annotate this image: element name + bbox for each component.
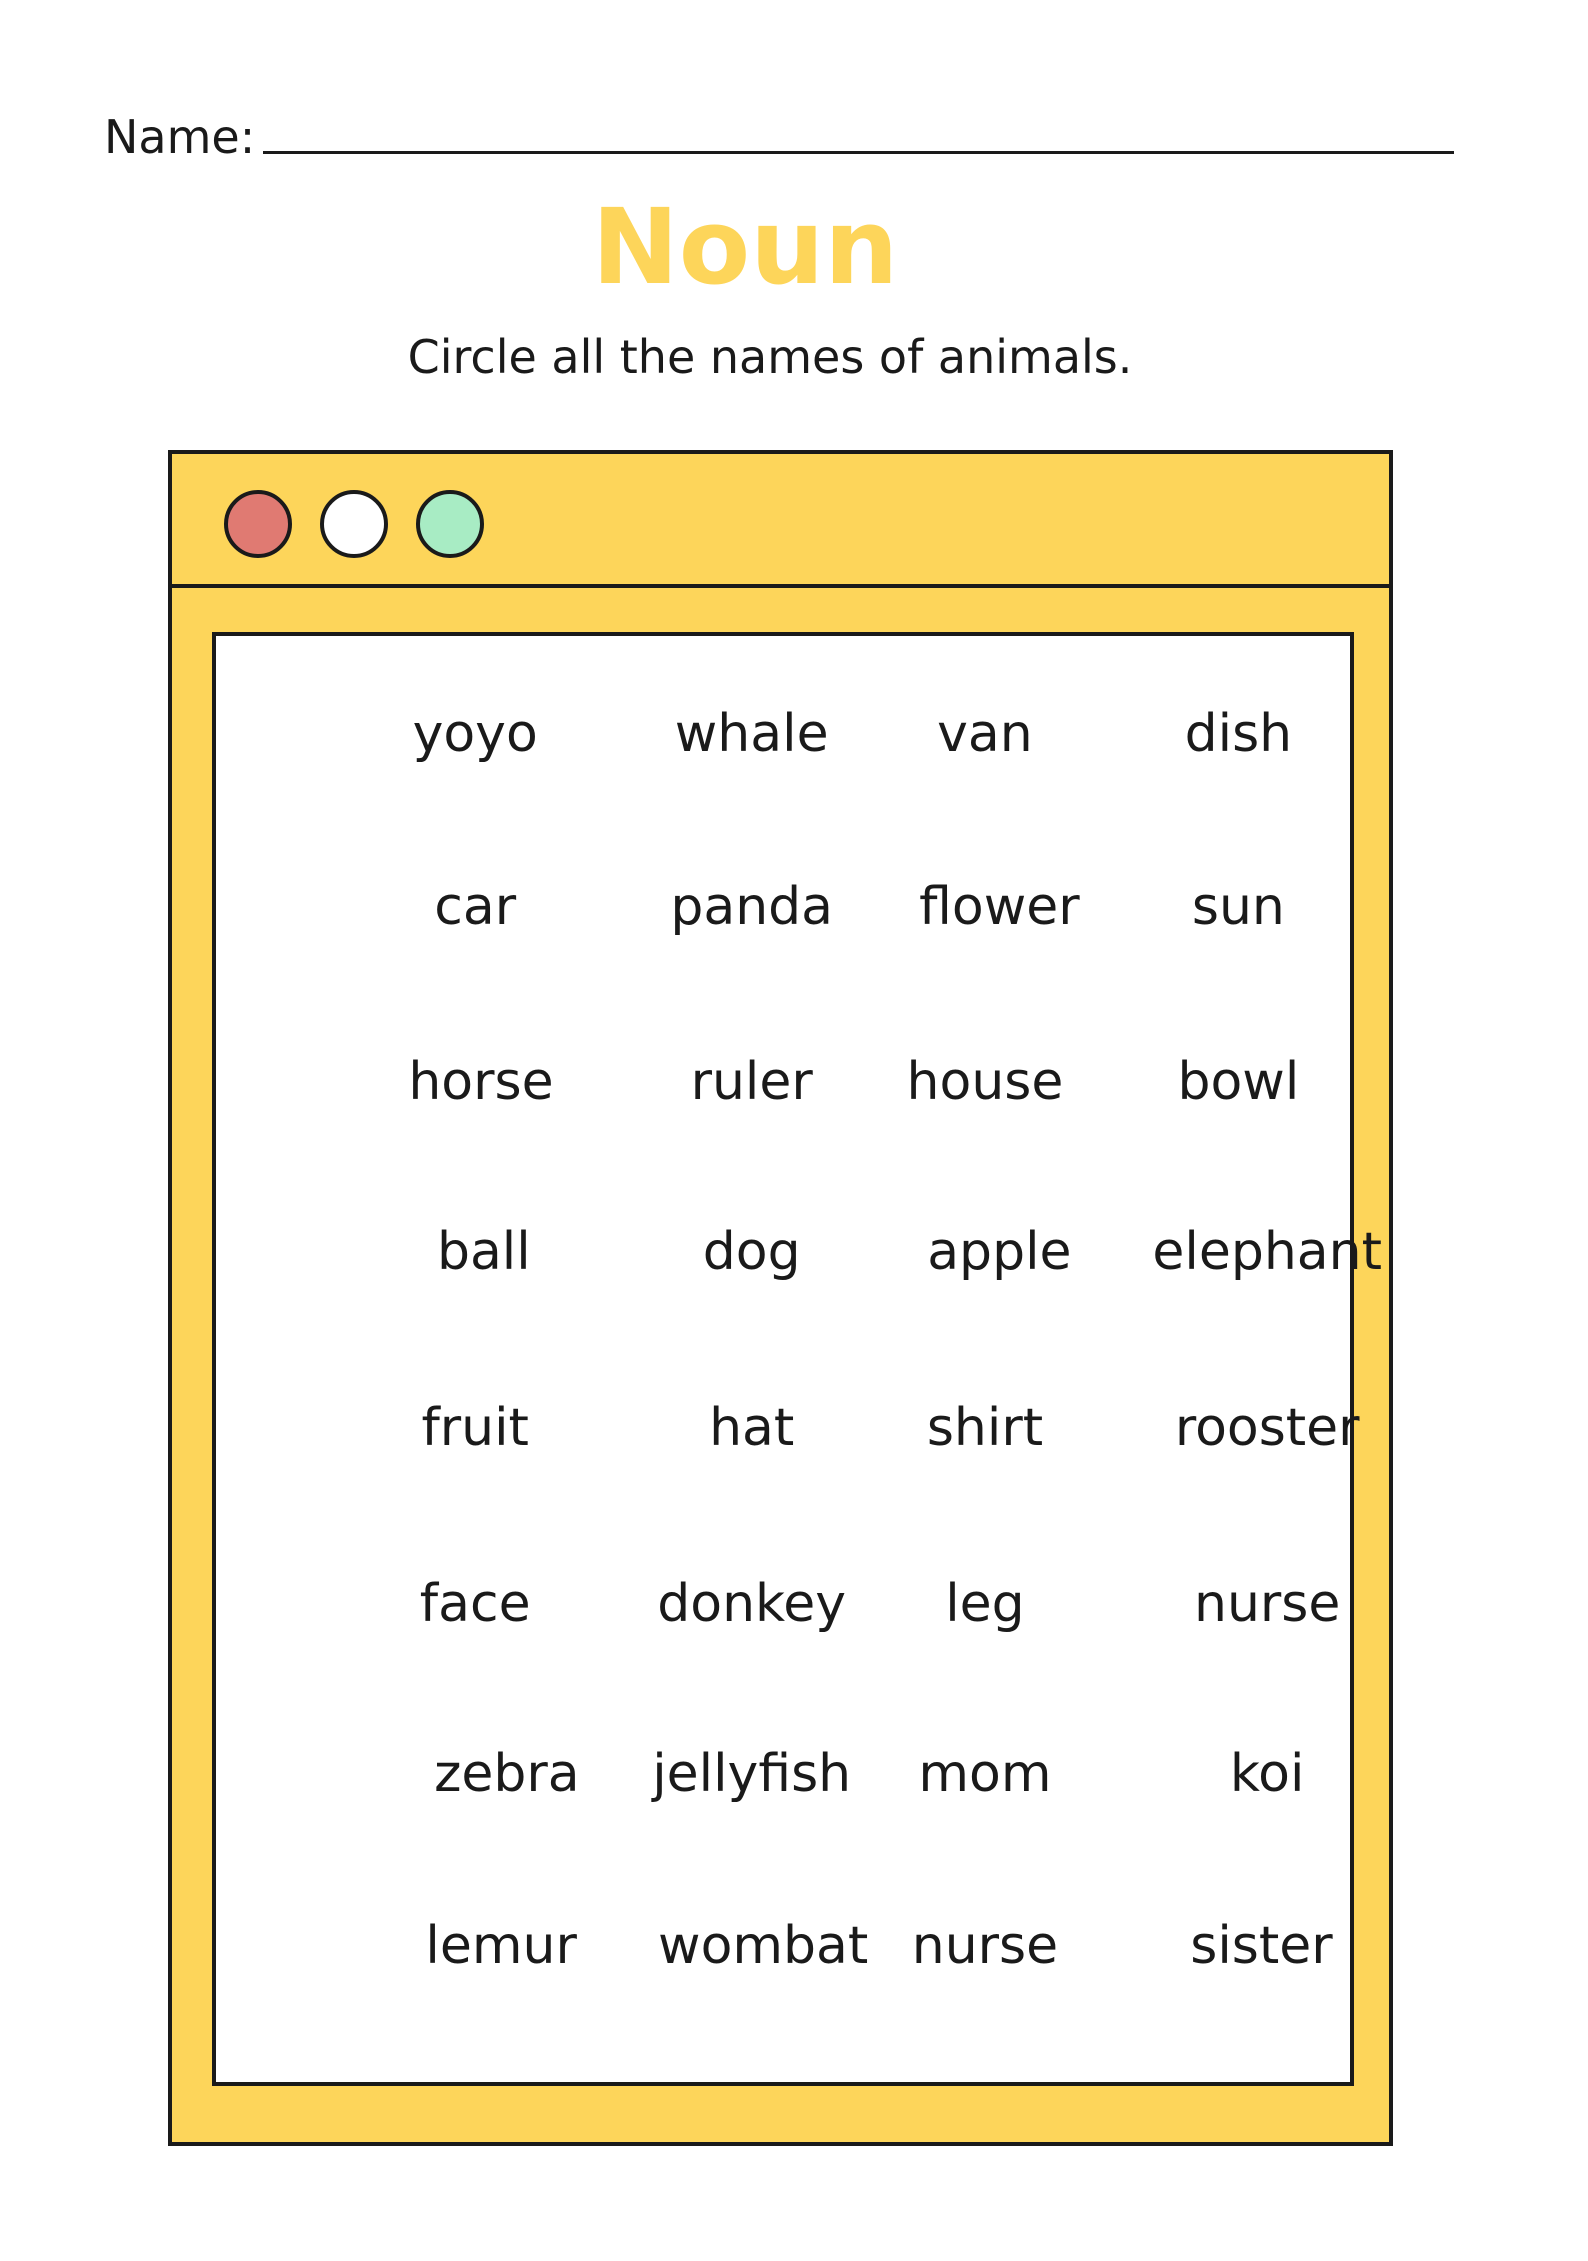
word-item[interactable]: mom <box>918 1743 1052 1804</box>
red-circle-icon <box>224 490 292 558</box>
word-item[interactable]: sun <box>1191 876 1285 937</box>
word-item[interactable]: sister <box>1190 1916 1333 1977</box>
word-item[interactable]: house <box>906 1052 1064 1113</box>
word-item[interactable]: zebra <box>434 1743 580 1804</box>
name-row <box>104 108 1454 164</box>
word-item[interactable]: horse <box>408 1052 554 1113</box>
word-item[interactable]: flower <box>919 876 1080 937</box>
name-line[interactable] <box>263 151 1454 154</box>
word-item[interactable]: nurse <box>911 1916 1059 1977</box>
word-item[interactable]: wombat <box>658 1916 869 1977</box>
instruction-text: Circle all the names of animals. <box>407 330 1133 384</box>
word-item[interactable]: car <box>434 876 517 937</box>
window-titlebar <box>172 454 1389 588</box>
word-item[interactable]: hat <box>709 1398 795 1459</box>
word-item[interactable]: ruler <box>690 1052 813 1113</box>
name-label: Name: <box>104 110 256 164</box>
word-item[interactable]: whale <box>674 704 829 764</box>
word-item[interactable]: van <box>937 704 1033 764</box>
word-item[interactable]: fruit <box>421 1398 529 1459</box>
word-item[interactable]: dog <box>702 1222 801 1283</box>
browser-window-frame <box>168 450 1393 2146</box>
page-title: Noun <box>591 186 899 308</box>
word-item[interactable]: elephant <box>1152 1222 1382 1283</box>
word-item[interactable]: dish <box>1184 704 1293 764</box>
word-item[interactable]: bowl <box>1177 1052 1300 1113</box>
green-circle-icon <box>416 490 484 558</box>
word-item[interactable]: leg <box>945 1573 1025 1634</box>
word-grid <box>212 632 1382 2086</box>
word-item[interactable]: yoyo <box>412 704 538 764</box>
word-item[interactable]: apple <box>927 1222 1072 1283</box>
word-item[interactable]: rooster <box>1174 1398 1360 1459</box>
white-circle-icon <box>320 490 388 558</box>
word-item[interactable]: jellyfish <box>652 1743 852 1804</box>
word-item[interactable]: koi <box>1229 1743 1305 1804</box>
word-item[interactable]: ball <box>436 1222 531 1283</box>
word-item[interactable]: shirt <box>926 1398 1044 1459</box>
word-item[interactable]: panda <box>670 876 834 937</box>
word-item[interactable]: donkey <box>657 1573 847 1634</box>
word-item[interactable]: lemur <box>425 1916 577 1977</box>
word-item[interactable]: nurse <box>1193 1573 1341 1634</box>
word-item[interactable]: face <box>419 1573 531 1634</box>
